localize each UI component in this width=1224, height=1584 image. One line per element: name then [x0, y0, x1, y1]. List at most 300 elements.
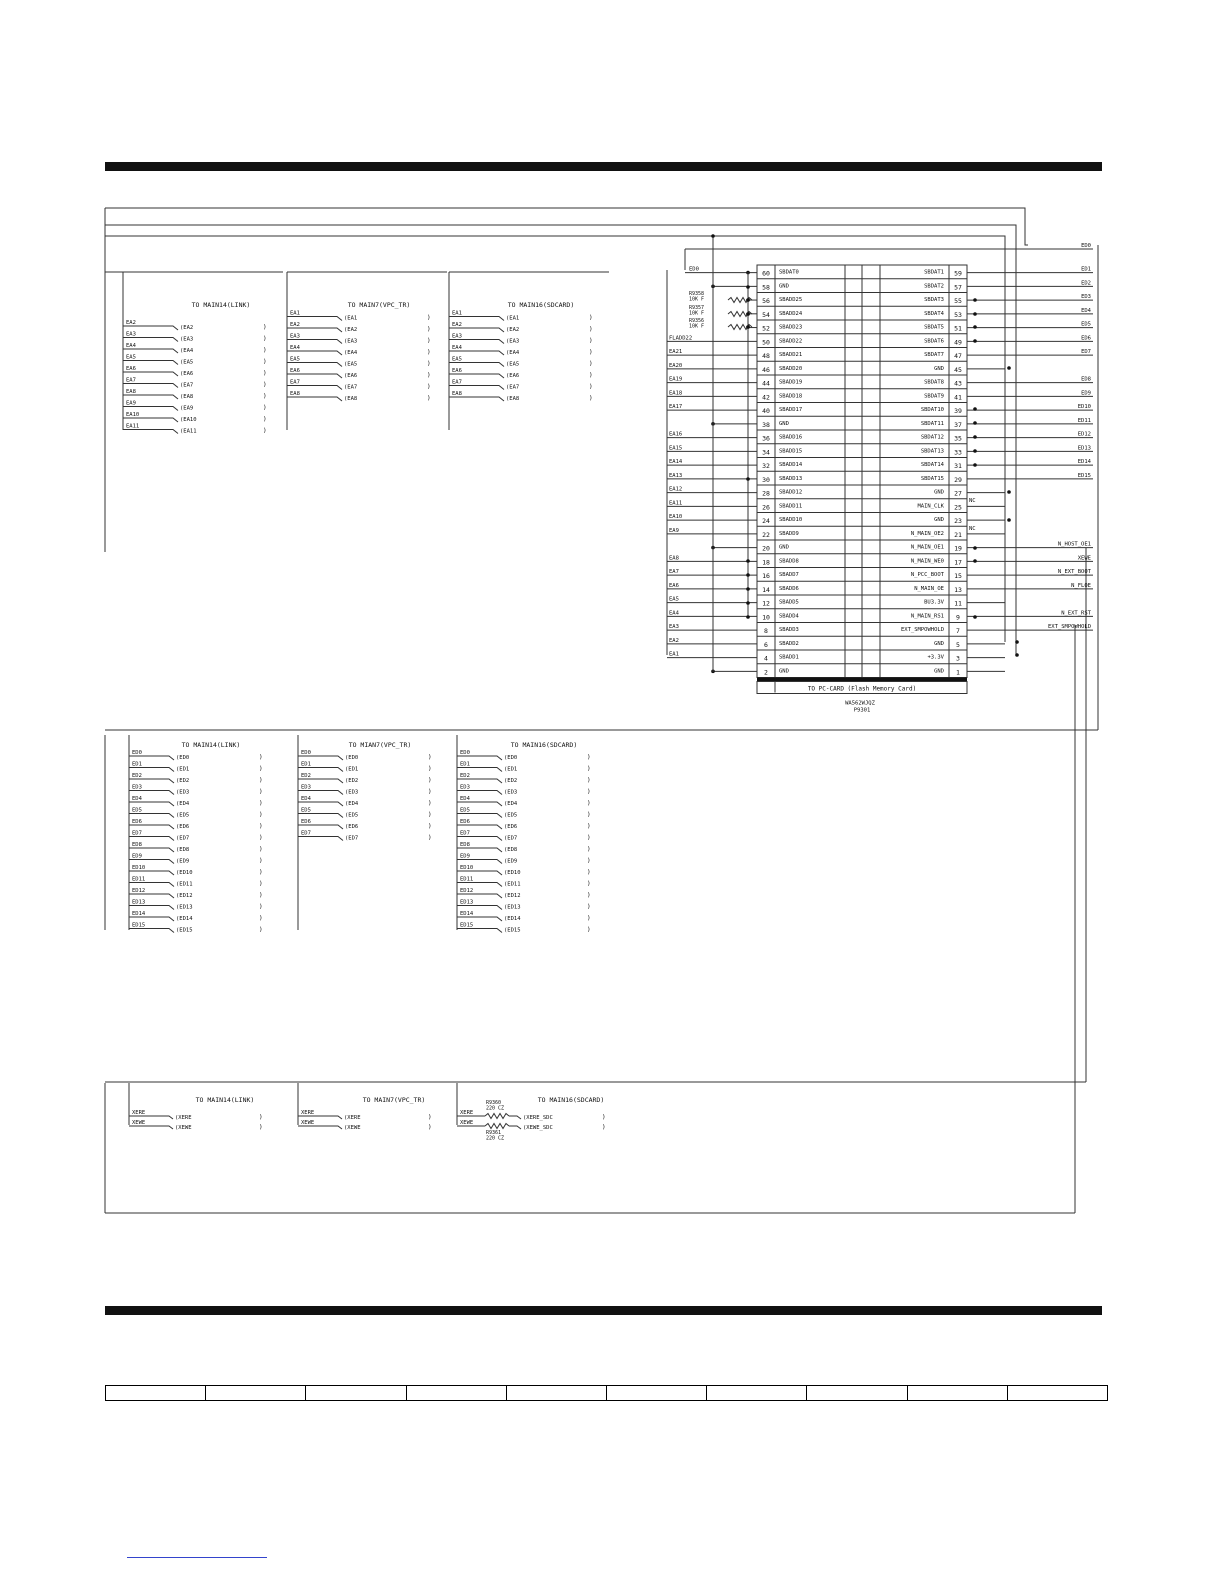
net-wire: [287, 397, 342, 401]
net-label: N_FLOE: [1071, 582, 1091, 589]
connector-signal-name: SBADD25: [779, 297, 803, 304]
connector-signal-name: SBADD11: [779, 503, 803, 510]
net-label: ): [259, 1124, 263, 1131]
junction-dot: [973, 312, 977, 316]
net-label: EA8: [452, 391, 462, 397]
connector-pin-number: 51: [954, 324, 962, 333]
net-wire: [287, 340, 342, 344]
connector-pin-number: 12: [762, 599, 770, 608]
net-label: (EA4: [506, 350, 520, 356]
title-block-cell: [106, 1386, 206, 1400]
net-label: ): [263, 335, 267, 343]
net-label: (XERE: [344, 1115, 361, 1121]
net-label: (EA11: [180, 428, 197, 435]
net-label: ED9: [1081, 390, 1091, 397]
junction-dot: [1015, 640, 1019, 644]
net-label: EA13: [669, 472, 683, 479]
net-wire: [129, 837, 174, 841]
connector-signal-name: SBADD4: [779, 613, 799, 620]
net-label: (ED5: [345, 812, 359, 819]
junction-dot: [746, 601, 750, 605]
net-label: ED2: [1081, 280, 1091, 287]
connector-signal-name: SBDAT1: [924, 269, 944, 276]
connector-signal-name: N_MAIN_OE1: [910, 544, 944, 551]
net-label: ): [587, 869, 591, 876]
connector-signal-name: SBADD6: [779, 585, 799, 592]
net-label: ): [263, 324, 267, 331]
junction-dot: [973, 449, 977, 453]
group-title: TO MAIN14(LINK): [191, 301, 251, 309]
connector-signal-name: SBADD3: [779, 627, 799, 634]
connector-pin-number: 37: [954, 420, 962, 429]
net-label: ED7: [1081, 349, 1091, 356]
net-label: EA7: [290, 379, 300, 386]
net-wire: [449, 351, 504, 355]
net-wire: [457, 756, 502, 760]
net-label: ED1: [460, 761, 470, 768]
net-label: ): [427, 326, 431, 333]
net-label: ED14: [460, 911, 474, 917]
connector-signal-name: SBADD10: [779, 517, 803, 524]
junction-dot: [973, 325, 977, 329]
connector-pin-number: 49: [954, 338, 962, 347]
net-wire: [129, 814, 174, 818]
net-label: EA9: [126, 400, 136, 407]
connector-pin-number: 57: [954, 283, 962, 292]
connector-pin-number: 4: [764, 654, 768, 663]
net-label: (EA4: [344, 350, 358, 356]
net-label: ED1: [1081, 266, 1091, 273]
net-label: ): [428, 788, 432, 796]
net-wire: [123, 372, 178, 376]
net-label: (EA8: [344, 396, 358, 402]
net-label: (EA8: [180, 394, 194, 400]
net-label: ): [259, 926, 263, 934]
connector-caption: TO PC-CARD (Flash Memory Card): [807, 685, 917, 693]
junction-dot: [746, 477, 750, 481]
net-label: ED9: [460, 853, 470, 860]
net-label: (EA5: [506, 361, 520, 368]
net-label: ): [427, 395, 431, 402]
net-wire: [123, 326, 178, 330]
net-label: (ED4: [345, 801, 359, 807]
net-label: (ED2: [176, 778, 190, 784]
net-label: EA1: [669, 651, 679, 658]
net-label: ED3: [132, 784, 142, 791]
net-label: (ED4: [176, 801, 190, 807]
net-wire: [449, 317, 504, 321]
group-title: TO MAIN7(VPC_TR): [347, 301, 411, 309]
net-label: (EA2: [180, 325, 194, 331]
junction-dot: [973, 559, 977, 563]
net-label: EXT_SMPOWHOLD: [1047, 624, 1091, 631]
connector-signal-name: SBADD14: [779, 462, 803, 469]
net-label: ): [259, 777, 263, 784]
net-wire: [449, 397, 504, 401]
connector-pin-number: 30: [762, 475, 770, 484]
connector-pin-number: 31: [954, 462, 962, 471]
net-label: ): [259, 892, 263, 899]
net-label: EA4: [669, 610, 679, 617]
net-label: EA7: [126, 377, 136, 384]
net-label: ED3: [1081, 294, 1091, 301]
net-wire: [457, 929, 502, 933]
net-label: EA15: [669, 445, 683, 452]
net-label: ED13: [460, 899, 474, 906]
net-wire: [298, 1126, 342, 1129]
connector-signal-name: +3.3V: [927, 654, 944, 661]
connector-pin-number: 10: [762, 613, 770, 622]
junction-dot: [746, 615, 750, 619]
net-label: ): [589, 349, 593, 356]
net-label: ED3: [301, 784, 311, 791]
title-block-row: [105, 1385, 1108, 1401]
net-label: EA3: [669, 624, 679, 631]
net-label: EA8: [669, 555, 679, 562]
connector-pin-number: 24: [762, 517, 770, 526]
connector-signal-name: GND: [934, 489, 944, 496]
connector-signal-name: SBADD12: [779, 489, 803, 496]
bottom-rule: [105, 1306, 1102, 1315]
net-label: (ED6: [504, 824, 518, 830]
junction-dot: [973, 407, 977, 411]
net-label: ): [587, 857, 591, 865]
net-label: N_EXT_RST: [1061, 610, 1091, 617]
net-label: ): [589, 383, 593, 391]
net-label: (ED9: [504, 858, 518, 865]
net-label: ED3: [460, 784, 470, 791]
net-wire: [129, 756, 174, 760]
net-wire: [123, 418, 178, 422]
net-wire: [287, 363, 342, 367]
net-label: (ED7: [176, 835, 190, 842]
net-label: (EA3: [506, 338, 520, 345]
nc-label: NC: [969, 526, 976, 532]
net-wire: [298, 802, 343, 806]
connector-signal-name: SBADD16: [779, 434, 803, 441]
net-label: ): [427, 314, 431, 322]
net-label: XERE: [132, 1110, 146, 1116]
connector-pin-number: 5: [956, 640, 960, 649]
net-label: (ED3: [504, 789, 518, 796]
junction-dot: [1007, 366, 1011, 370]
net-label: ED6: [132, 819, 142, 825]
connector-signal-name: SBADD19: [779, 379, 803, 386]
net-label: (ED3: [345, 789, 359, 796]
net-wire: [287, 386, 342, 390]
net-label: (XEWE: [344, 1125, 361, 1131]
net-label: (ED0: [176, 755, 190, 761]
connector-signal-name: SBDAT10: [920, 407, 944, 414]
connector-pin-number: 28: [762, 489, 770, 498]
title-block-cell: [908, 1386, 1008, 1400]
net-label: ): [589, 360, 593, 368]
net-label: (EA4: [180, 348, 194, 354]
connector-pin-number: 25: [954, 503, 962, 512]
title-block-cell: [807, 1386, 907, 1400]
junction-dot: [746, 559, 750, 563]
connector-signal-name: GND: [779, 420, 789, 427]
net-label: ED15: [132, 922, 146, 929]
connector-pin-number: 1: [956, 668, 960, 677]
resistor-ref: R9356: [689, 318, 705, 324]
connector-signal-name: SBDAT6: [924, 338, 944, 345]
connector-signal-name: SBADD21: [779, 352, 803, 359]
net-label: EA20: [669, 362, 683, 369]
resistor-value: 10K F: [689, 323, 705, 330]
net-wire: [129, 917, 174, 921]
connector-signal-name: SBADD17: [779, 407, 803, 414]
net-label: (ED3: [176, 789, 190, 796]
connector-signal-name: N_MAIN_OE2: [910, 530, 944, 537]
net-wire: [298, 791, 343, 795]
junction-dot: [973, 298, 977, 302]
junction-dot: [973, 546, 977, 550]
net-label: ED4: [301, 796, 311, 802]
net-wire: [457, 814, 502, 818]
net-label: (EA2: [344, 327, 358, 333]
net-wire: [129, 1116, 173, 1119]
net-wire: [298, 837, 343, 841]
connector-signal-name: SBADD7: [779, 572, 799, 579]
net-label: (ED15: [504, 927, 521, 934]
net-wire: [298, 1116, 342, 1119]
net-label: ED15: [1077, 472, 1091, 479]
connector-signal-name: SBDAT11: [920, 420, 944, 427]
junction-dot: [973, 615, 977, 619]
connector-signal-name: SBADD8: [779, 558, 799, 565]
net-label: ): [587, 892, 591, 899]
net-label: N_HOST_OE1: [1057, 541, 1091, 548]
net-label: EA1: [290, 310, 300, 317]
junction-dot: [1007, 518, 1011, 522]
net-label: (EA6: [344, 373, 358, 379]
net-label: EA1: [452, 310, 462, 317]
group-title: TO MIAN7(VPC_TR): [348, 741, 412, 749]
net-label: (ED6: [345, 824, 359, 830]
connector-pin-number: 26: [762, 503, 770, 512]
net-wire: [457, 871, 502, 875]
net-label: (ED13: [176, 904, 193, 911]
net-label: EA2: [126, 320, 136, 326]
net-label: ED12: [132, 888, 146, 894]
connector-signal-name: SBADD1: [779, 654, 799, 661]
group-title: TO MAIN7(VPC_TR): [362, 1096, 426, 1104]
connector-pin-number: 9: [956, 613, 960, 622]
connector-pin-number: 59: [954, 269, 962, 278]
connector-pin-number: 56: [762, 297, 770, 306]
connector-pin-number: 38: [762, 420, 770, 429]
title-block-cell: [507, 1386, 607, 1400]
net-wire: [457, 917, 502, 921]
net-label: (EA7: [180, 382, 194, 389]
net-label: ED6: [460, 819, 470, 825]
connector-pin-number: 22: [762, 530, 770, 539]
connector-pin-number: 45: [954, 365, 962, 374]
net-label: ED13: [132, 899, 146, 906]
net-label: (XERE_SDC: [523, 1115, 553, 1121]
connector-pin-number: 50: [762, 338, 770, 347]
net-label: ED11: [132, 876, 146, 883]
title-block-cell: [407, 1386, 507, 1400]
connector-pin-number: 23: [954, 517, 962, 526]
net-label: EA17: [669, 404, 683, 411]
connector-signal-name: SBDAT8: [924, 379, 944, 386]
net-label: (ED14: [176, 916, 193, 922]
net-label: EA5: [452, 356, 462, 363]
net-label: ED10: [1077, 404, 1091, 411]
connector-pin-number: 32: [762, 462, 770, 471]
net-label: ED5: [1081, 321, 1091, 328]
net-label: ): [587, 800, 591, 807]
net-wire: [123, 338, 178, 342]
net-label: (EA5: [180, 359, 194, 366]
connector-signal-name: SBADD20: [779, 365, 803, 372]
net-label: ): [428, 800, 432, 807]
net-wire: [457, 848, 502, 852]
net-label: ED14: [1077, 459, 1091, 466]
junction-dot: [746, 325, 750, 329]
net-label: N_EXT_BOOT: [1057, 569, 1091, 576]
net-label: ): [587, 777, 591, 784]
net-wire: [123, 395, 178, 399]
net-label: (ED11: [176, 881, 193, 888]
net-label: ED15: [460, 922, 474, 929]
net-label: (ED9: [176, 858, 190, 865]
net-label: EA3: [126, 331, 136, 338]
net-label: ): [263, 347, 267, 354]
connector-pin-number: 35: [954, 434, 962, 443]
connector-pin-number: 16: [762, 572, 770, 581]
net-label: EA2: [669, 637, 679, 644]
net-label: ED10: [132, 865, 146, 871]
net-label: (ED15: [176, 927, 193, 934]
connector-signal-name: SBADD13: [779, 475, 803, 482]
net-label: (ED11: [504, 881, 521, 888]
junction-dot: [746, 285, 750, 289]
net-wire: [129, 802, 174, 806]
junction-dot: [746, 587, 750, 591]
net-label: ): [263, 416, 267, 423]
net-label: ED8: [460, 842, 470, 848]
net-label: ED7: [132, 830, 142, 837]
net-wire: [129, 871, 174, 875]
connector-signal-name: SBDAT15: [920, 475, 944, 482]
net-label: FLADD22: [669, 335, 693, 342]
connector-signal-name: SBDAT2: [924, 283, 944, 290]
net-wire: [129, 860, 174, 864]
net-label: ED9: [132, 853, 142, 860]
connector-signal-name: N_MAIN_WE0: [910, 558, 944, 565]
net-label: XEWE: [1077, 555, 1091, 562]
net-label: ED2: [301, 773, 311, 779]
net-label: ): [587, 880, 591, 888]
net-label: XEWE: [301, 1120, 315, 1126]
net-wire: [457, 779, 502, 783]
net-label: EA10: [126, 412, 140, 418]
net-label: ): [259, 915, 263, 922]
net-label: EA5: [669, 596, 679, 603]
net-label: ): [428, 823, 432, 830]
title-block-cell: [707, 1386, 807, 1400]
net-wire: [457, 768, 502, 772]
net-label: ED7: [301, 830, 311, 837]
net-label: ED12: [460, 888, 474, 894]
group-title: TO MAIN16(SDCARD): [510, 741, 578, 749]
net-label: XERE: [460, 1110, 474, 1116]
net-label: EA7: [452, 379, 462, 386]
net-label: (EA1: [344, 315, 358, 322]
net-label: ): [259, 823, 263, 830]
net-label: EA8: [290, 391, 300, 397]
net-label: (ED2: [345, 778, 359, 784]
resistor-value: 220 CZ: [486, 1105, 505, 1112]
net-wire: [123, 384, 178, 388]
net-label: EA2: [452, 322, 462, 328]
net-label: (ED1: [345, 766, 359, 773]
net-label: ED1: [301, 761, 311, 768]
net-label: ): [263, 381, 267, 389]
net-label: (ED1: [504, 766, 518, 773]
net-label: (ED10: [504, 870, 521, 876]
net-label: ): [427, 383, 431, 391]
net-label: ): [428, 811, 432, 819]
net-wire: [298, 825, 343, 829]
net-wire: [509, 1116, 521, 1119]
net-wire: [457, 894, 502, 898]
net-label: ED5: [460, 807, 470, 814]
group-title: TO MAIN14(LINK): [195, 1096, 255, 1104]
group-title: TO MAIN16(SDCARD): [537, 1096, 605, 1104]
net-label: (EA7: [344, 384, 358, 391]
net-label: EA6: [126, 366, 136, 372]
connector-pin-number: 55: [954, 297, 962, 306]
group-title: TO MAIN16(SDCARD): [507, 301, 575, 309]
junction-dot: [746, 573, 750, 577]
net-label: (ED5: [176, 812, 190, 819]
frame-wire: [105, 225, 1016, 655]
net-label: EA9: [669, 527, 679, 534]
net-wire: [449, 386, 504, 390]
net-wire: [287, 317, 342, 321]
net-label: (ED4: [504, 801, 518, 807]
net-label: EA11: [669, 500, 683, 507]
net-label: ): [259, 869, 263, 876]
net-wire: [123, 430, 178, 434]
net-label: ED0: [301, 750, 311, 756]
junction-dot: [973, 421, 977, 425]
connector-pin-number: 39: [954, 407, 962, 416]
connector-signal-name: SBDAT13: [920, 448, 944, 455]
connector-signal-name: SBADD22: [779, 338, 803, 345]
net-label: XEWE: [460, 1120, 474, 1126]
series-resistor: [485, 1114, 509, 1119]
net-label: ): [589, 395, 593, 402]
net-label: ): [259, 880, 263, 888]
net-label: ): [427, 360, 431, 368]
net-label: ): [259, 834, 263, 842]
net-wire: [298, 814, 343, 818]
net-label: (ED7: [345, 835, 359, 842]
connector-pin-number: 40: [762, 407, 770, 416]
connector-signal-name: BU3.3V: [924, 599, 944, 606]
junction-dot: [711, 234, 715, 238]
net-label: (ED7: [504, 835, 518, 842]
net-label: ): [587, 846, 591, 853]
net-label: EA7: [669, 569, 679, 576]
connector-signal-name: SBDAT7: [924, 352, 944, 359]
connector-signal-name: SBDAT12: [920, 434, 944, 441]
